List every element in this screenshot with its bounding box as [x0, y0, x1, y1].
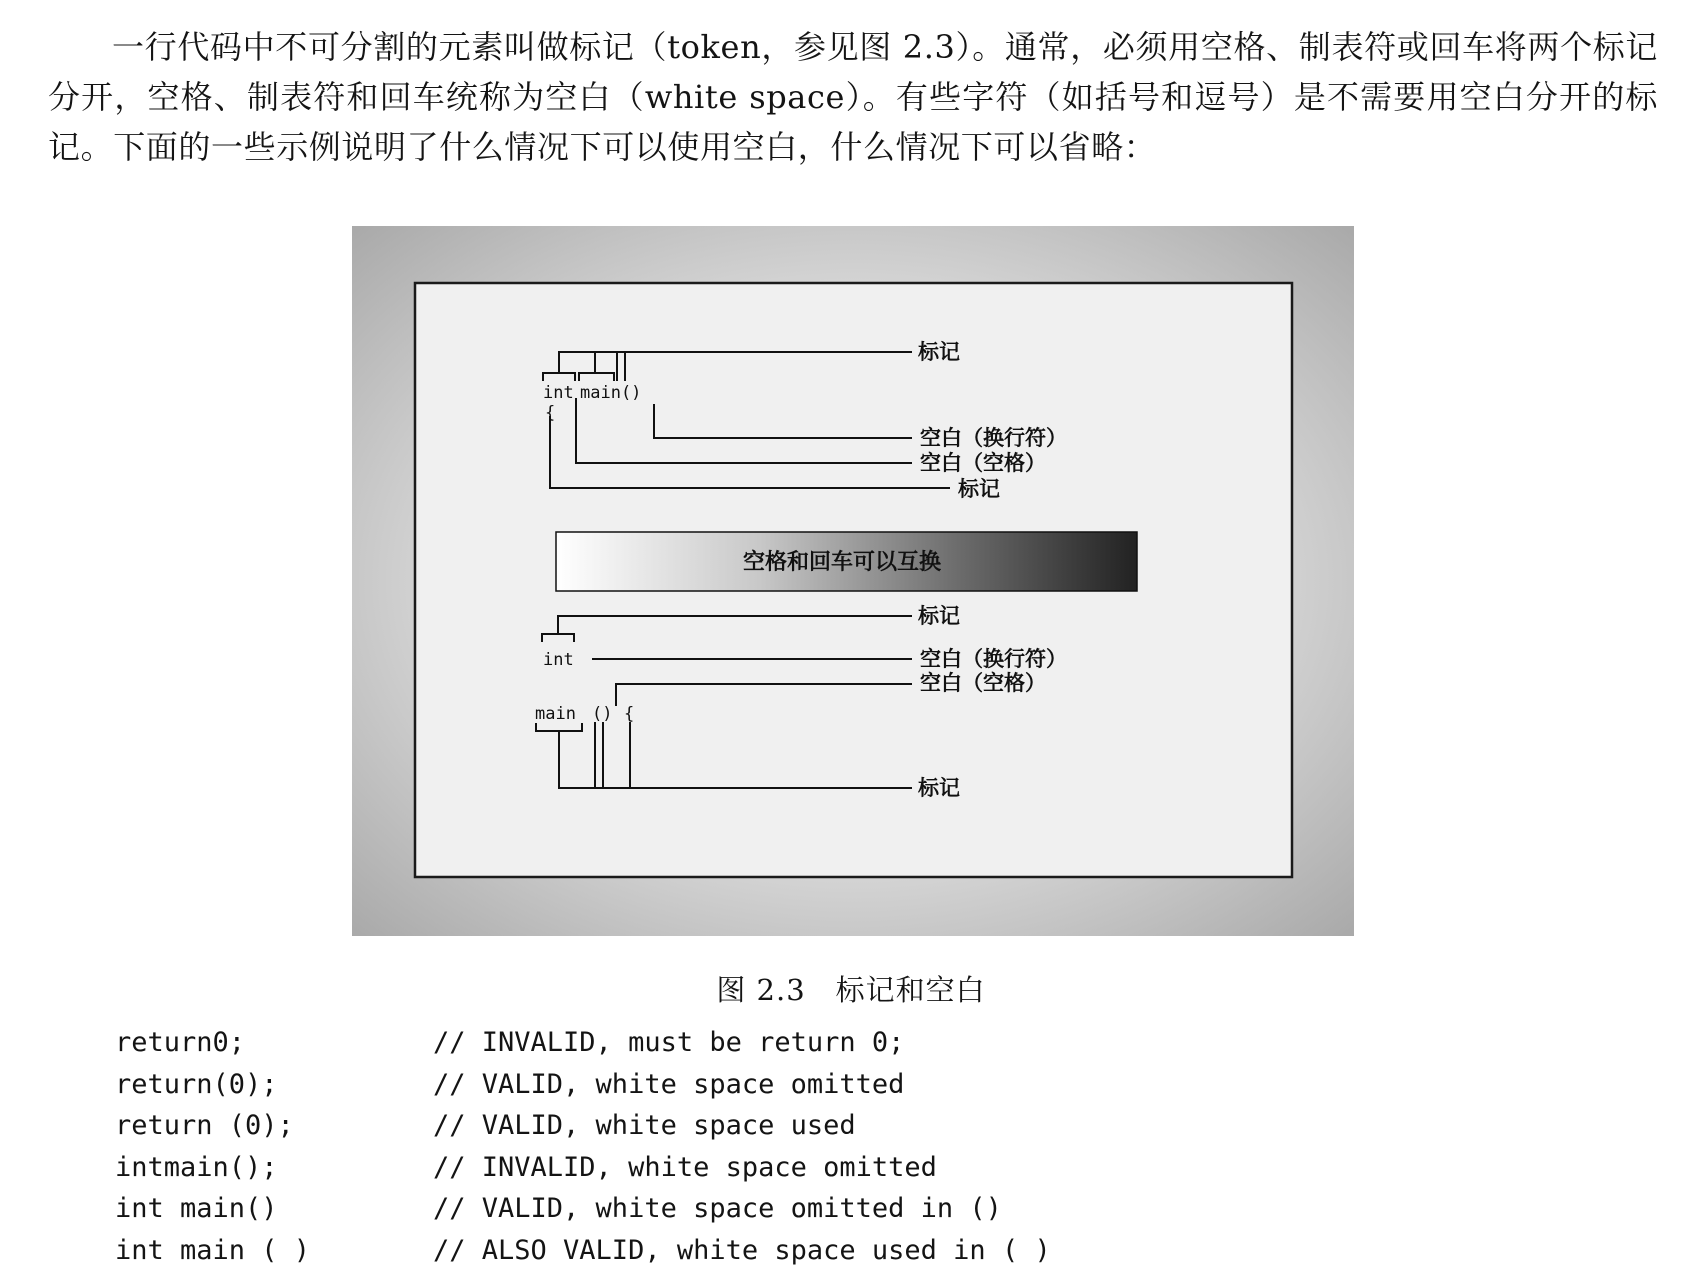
label-whitespace-newline-top: 空白（换行符） [920, 426, 1067, 450]
code-statement: int main() [115, 1193, 278, 1224]
code-brace-top: { [545, 403, 556, 423]
code-comment: // ALSO VALID, white space used in ( ) [433, 1234, 1051, 1266]
label-token-lower-bottom: 标记 [918, 776, 960, 800]
code-comment: // VALID, white space used [433, 1110, 856, 1141]
code-example-row [115, 1064, 1051, 1106]
figure-caption: 图 2.3 标记和空白 [716, 973, 986, 1007]
token-whitespace-diagram [352, 226, 1354, 936]
intro-paragraph: 一行代码中不可分割的元素叫做标记（token，参见图 2.3）。通常，必须用空格、制表符或回车将两个标记分开，空格、制表符和回车统称为空白（white space）。有些字符（如括号和逗号）是不需要用空白分开的标记。下面的一些示例说明了什么情况下可以使用空白，什么情况下可以省略： [48, 28, 1658, 166]
code-main-bottom: main [535, 704, 576, 724]
interchange-banner-label: 空格和回车可以互换 [742, 550, 942, 575]
code-comment: // INVALID, must be return 0; [433, 1027, 905, 1058]
code-statement: return0; [115, 1027, 246, 1058]
code-main-top: main() [580, 383, 642, 403]
label-token-upper-top: 标记 [918, 340, 960, 364]
code-example-row [115, 1022, 1051, 1064]
label-whitespace-space-top: 空白（空格） [920, 451, 1046, 475]
label-token-upper-bottom: 标记 [918, 604, 960, 628]
label-token-lower-top: 标记 [958, 477, 1000, 501]
code-comment: // VALID, white space omitted in () [433, 1193, 1002, 1224]
code-statement: return(0); [115, 1068, 278, 1100]
code-example-row [115, 1230, 1051, 1272]
code-example-row [115, 1188, 1051, 1230]
code-example-row [115, 1105, 1051, 1147]
figure-frame [352, 226, 1354, 936]
label-whitespace-space-bottom: 空白（空格） [920, 671, 1046, 695]
code-statement: intmain(); [115, 1151, 278, 1183]
code-example-row [115, 1147, 1051, 1189]
label-whitespace-newline-bottom: 空白（换行符） [920, 647, 1067, 671]
code-statement: int main ( ) [115, 1234, 311, 1266]
code-examples [115, 1022, 1051, 1271]
code-int-top: int [543, 383, 574, 403]
code-statement: return (0); [115, 1110, 294, 1141]
code-parens-bottom: () [592, 704, 613, 724]
code-comment: // VALID, white space omitted [433, 1068, 905, 1100]
code-comment: // INVALID, white space omitted [433, 1151, 937, 1183]
code-brace-bottom: { [624, 704, 635, 724]
code-int-bottom: int [543, 650, 574, 670]
